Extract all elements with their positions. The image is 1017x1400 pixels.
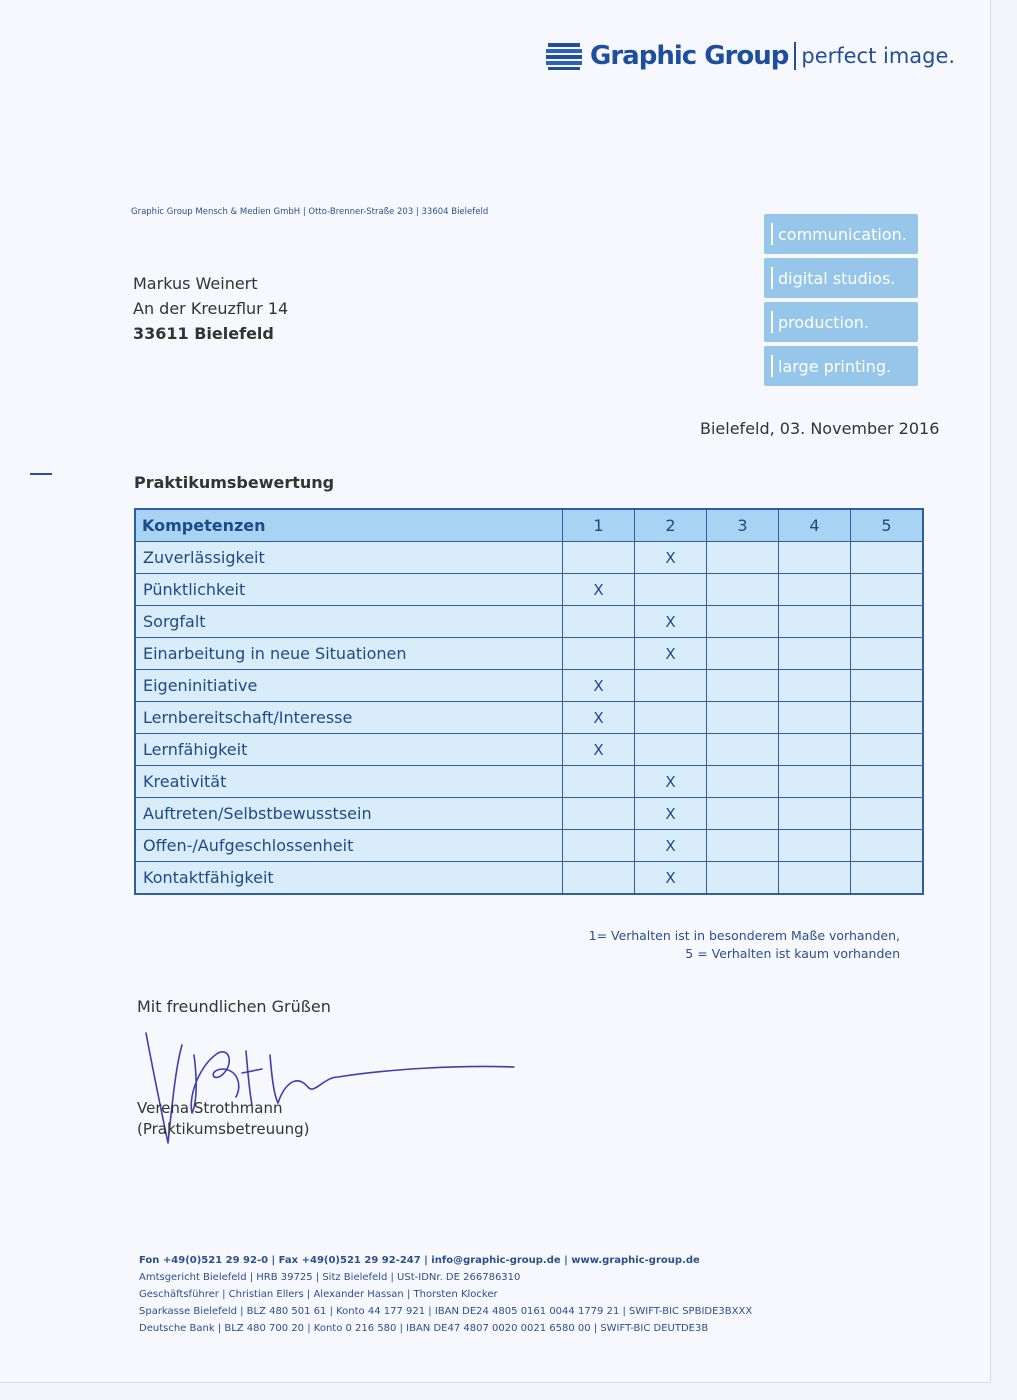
competency-label: Sorgfalt	[135, 606, 563, 638]
grade-cell-3	[707, 670, 779, 702]
grade-cell-4	[779, 638, 851, 670]
table-header-row	[135, 509, 923, 542]
competency-label: Auftreten/Selbstbewusstsein	[135, 798, 563, 830]
grade-cell-3	[707, 766, 779, 798]
grade-cell-1	[563, 830, 635, 862]
grade-cell-2	[635, 702, 707, 734]
grade-cell-4	[779, 734, 851, 766]
competency-label: Lernfähigkeit	[135, 734, 563, 766]
fold-mark	[30, 473, 52, 475]
grade-cell-3	[707, 606, 779, 638]
grading-legend	[589, 927, 900, 963]
column-header-3: 3	[707, 509, 779, 542]
grade-cell-5	[851, 862, 924, 895]
evaluation-table	[134, 508, 924, 895]
grade-cell-4	[779, 670, 851, 702]
services-list	[764, 214, 918, 390]
recipient-street: An der Kreuzflur 14	[133, 299, 289, 318]
grade-cell-5	[851, 542, 924, 574]
grade-cell-4	[779, 574, 851, 606]
column-header-competencies: Kompetenzen	[135, 509, 563, 542]
legend-line-1: 1= Verhalten ist in besonderem Maße vorhanden,	[588, 928, 900, 943]
footer-management: Geschäftsführer | Christian Ellers | Alexander Hassan | Thorsten Klocker	[139, 1289, 498, 1300]
grade-cell-4	[779, 542, 851, 574]
column-header-1: 1	[563, 509, 635, 542]
footer-bank-sparkasse: Sparkasse Bielefeld | BLZ 480 501 61 | Konto 44 177 921 | IBAN DE24 4805 0161 0044 1779 21 | SWIFT-BIC SPBIDE3BXXX	[139, 1306, 753, 1317]
table-row	[135, 766, 923, 798]
grade-cell-2	[635, 734, 707, 766]
brand-name: Graphic Group	[590, 41, 789, 71]
grade-cell-3	[707, 798, 779, 830]
grade-cell-2	[635, 574, 707, 606]
grade-cell-1: X	[563, 734, 635, 766]
competency-label: Zuverlässigkeit	[135, 542, 563, 574]
service-large-printing: large printing.	[764, 346, 918, 386]
competency-label: Lernbereitschaft/Interesse	[135, 702, 563, 734]
grade-cell-1	[563, 798, 635, 830]
letter-subject: Praktikumsbewertung	[134, 473, 335, 492]
stacked-layers-icon	[546, 41, 582, 71]
signer-block	[137, 1098, 309, 1140]
column-header-2: 2	[635, 509, 707, 542]
table-row	[135, 606, 923, 638]
grade-cell-1: X	[563, 702, 635, 734]
footer-contact: Fon +49(0)521 29 92-0 | Fax +49(0)521 29 92-247 | info@graphic-group.de | www.graphic-group.de	[139, 1255, 700, 1266]
grade-cell-5	[851, 734, 924, 766]
grade-cell-4	[779, 702, 851, 734]
grade-cell-5	[851, 606, 924, 638]
grade-cell-4	[779, 830, 851, 862]
grade-cell-2: X	[635, 862, 707, 895]
legend-line-2: 5 = Verhalten ist kaum vorhanden	[685, 946, 900, 961]
service-digital-studios: digital studios.	[764, 258, 918, 298]
grade-cell-5	[851, 830, 924, 862]
table-row	[135, 702, 923, 734]
competency-label: Offen-/Aufgeschlossenheit	[135, 830, 563, 862]
grade-cell-4	[779, 606, 851, 638]
letter-date: Bielefeld, 03. November 2016	[700, 419, 940, 438]
grade-cell-3	[707, 702, 779, 734]
grade-cell-3	[707, 574, 779, 606]
competency-label: Einarbeitung in neue Situationen	[135, 638, 563, 670]
sender-line: Graphic Group Mensch & Medien GmbH | Otto-Brenner-Straße 203 | 33604 Bielefeld	[131, 207, 489, 217]
table-row	[135, 862, 923, 895]
table-row	[135, 638, 923, 670]
grade-cell-5	[851, 766, 924, 798]
brand-logo	[546, 36, 955, 76]
grade-cell-5	[851, 670, 924, 702]
column-header-4: 4	[779, 509, 851, 542]
brand-divider	[794, 42, 796, 70]
table-row	[135, 830, 923, 862]
grade-cell-5	[851, 574, 924, 606]
grade-cell-3	[707, 638, 779, 670]
recipient-name: Markus Weinert	[133, 274, 258, 293]
grade-cell-3	[707, 830, 779, 862]
closing-phrase: Mit freundlichen Grüßen	[137, 997, 331, 1016]
grade-cell-3	[707, 862, 779, 895]
grade-cell-5	[851, 702, 924, 734]
grade-cell-4	[779, 798, 851, 830]
table-row	[135, 798, 923, 830]
grade-cell-1	[563, 606, 635, 638]
grade-cell-1	[563, 766, 635, 798]
recipient-city: 33611 Bielefeld	[133, 324, 274, 343]
footer-bank-deutsche: Deutsche Bank | BLZ 480 700 20 | Konto 0 216 580 | IBAN DE47 4807 0020 0021 6580 00 | SWIFT-BIC DEUTDE3B	[139, 1323, 709, 1334]
table-row	[135, 734, 923, 766]
grade-cell-1: X	[563, 574, 635, 606]
competency-label: Kreativität	[135, 766, 563, 798]
grade-cell-2: X	[635, 766, 707, 798]
grade-cell-3	[707, 734, 779, 766]
competency-label: Kontaktfähigkeit	[135, 862, 563, 895]
grade-cell-2	[635, 670, 707, 702]
footer-registry: Amtsgericht Bielefeld | HRB 39725 | Sitz Bielefeld | USt-IDNr. DE 266786310	[139, 1272, 521, 1283]
table-body	[135, 542, 923, 895]
grade-cell-1	[563, 862, 635, 895]
letter-footer	[139, 1252, 752, 1337]
grade-cell-1	[563, 638, 635, 670]
grade-cell-4	[779, 766, 851, 798]
column-header-5: 5	[851, 509, 924, 542]
signer-name: Verena Strothmann	[137, 1099, 283, 1117]
competency-label: Pünktlichkeit	[135, 574, 563, 606]
grade-cell-2: X	[635, 798, 707, 830]
service-communication: communication.	[764, 214, 918, 254]
grade-cell-5	[851, 798, 924, 830]
competency-label: Eigeninitiative	[135, 670, 563, 702]
grade-cell-2: X	[635, 830, 707, 862]
grade-cell-1: X	[563, 670, 635, 702]
grade-cell-4	[779, 862, 851, 895]
table-row	[135, 670, 923, 702]
grade-cell-2: X	[635, 542, 707, 574]
signer-role: (Praktikumsbetreuung)	[137, 1120, 310, 1138]
grade-cell-3	[707, 542, 779, 574]
recipient-address	[133, 271, 288, 346]
grade-cell-5	[851, 638, 924, 670]
service-production: production.	[764, 302, 918, 342]
brand-tagline: perfect image.	[801, 44, 956, 68]
grade-cell-1	[563, 542, 635, 574]
grade-cell-2: X	[635, 606, 707, 638]
grade-cell-2: X	[635, 638, 707, 670]
table-row	[135, 542, 923, 574]
table-row	[135, 574, 923, 606]
